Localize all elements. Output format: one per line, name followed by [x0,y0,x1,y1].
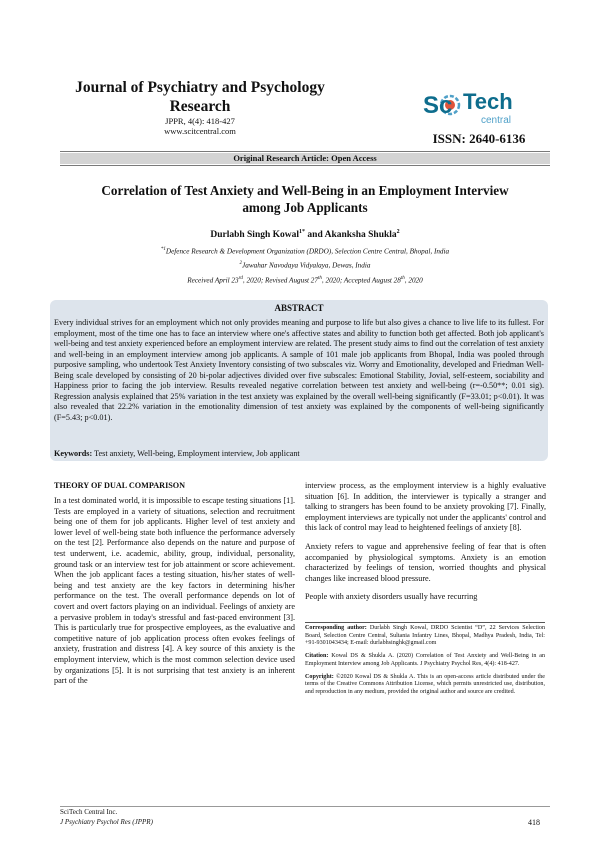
body-paragraph-3: Anxiety refers to vague and apprehensive feeling of fear that is often accompanied by physiological symptoms. Anxiety is an emotion characterized by feelings of tension, worried thoughts and physical changes like increased blood pressure. [305,541,546,583]
body-paragraph-1: In a test dominated world, it is impossible to escape testing situations [1]. Tests are employed in a variety of situations, selection and recruitment being one of them for job applicants. Higher level of test anxiety and lower level of well-being state both influence the performance adversely on the test [2]. Performance also depends on the nature and purpose of test underwent, i.e. academic, ability, group, individual, personality, ground task or an interview test for job attainment or score achievement. When the job applicant faces a testing situation, his/her states of well-being and test anxiety are the key factors in determining his/her performance on the test. The overall performance depends on lot of covert and overt factors playing on an individual. Feelings of anxiety are a pervasive problem in today's stressful and fast-paced environment [3]. This is particularly true for prospective employees, as the evaluative and competitive nature of job application process often evokes feelings of anxiety, frustration and distress [4]. A key source of this anxiety is the employment interview, which is the most common selection device used by organizations [5]. It is not surprising that test anxiety is an inherent part of the [54,496,295,686]
banner-rule-bottom [60,165,550,166]
affiliation-1: $^{*1}$Defence Research & Development Organization (DRDO), Selection Centre Central, Bhopal, India [160,247,450,256]
correspondence-block [305,622,545,702]
abstract-text: Every individual strives for an employment which not only provides meaning and purpose to life but also gives a chance to live life to its fullest. For employment, most of the time one has to face an interview where one's affective states and ability to function both get affected. Both job applicant's well-being and test anxiety experienced before an employment interview are related. The present study aims to find out the correlation of test anxiety and well-being in an employment interview among job applicants. A sample of 101 male job applicants from Bhopal, India was pooled through purposive sampling, who undertook Test Anxiety Inventory consisting of two subscales viz. Worry and Emotionality, developed and Friedman Well-Being scale developed by consisting of 20 bi-polar adjectives divided over five subscales: Emotional Stability, Jovial, self-esteem, sociability and Happiness prior to facing the job interview. Results revealed negative correlation between test anxiety and well-being (r=-0.50**; 0.01 sig). Regression analysis explained that 25% variation in the test anxiety was explained by the overall well-being significantly (F=33.01; p<0.01). It was also revealed that 22.2% variation in the emotionality dimension of test anxiety was explained by the components of well-being significantly (F=5.43; p<0.01). [54,318,544,422]
logo-text-central: central [481,115,512,126]
banner-rule-top [60,151,550,152]
citation-note: Citation: Kowal DS & Shukla A. (2020) Correlation of Test Anxiety and Well-Being in an Employment Interview among Job Applicants. J Psychiatry Psychol Res, 4(4): 418-427. [305,653,545,667]
affil2-sup: 2 [239,261,243,266]
affil1-sup: *1 [160,247,166,252]
left-column [54,481,295,687]
footer-publisher: SciTech Central Inc. [60,808,118,816]
body-paragraph-2: interview process, as the employment interview is a highly evaluative situation [6]. In addition, the interviewer is typically a stranger and talking to strangers has been found to be anxiety provoking [7]. Finally, employment interviews are typically not under the applicants' control and this lack of control may lead to heightened feelings of anxiety [8]. [305,481,546,533]
article-type-banner: Original Research Article: Open Access [60,153,550,164]
received-dates: Received April 23rd, 2020; Revised August 27th, 2020; Accepted August 28th, 2020 [187,276,423,285]
logo-text-tech: Tech [463,89,513,114]
author-1-sup: 1* [299,229,306,235]
journal-citation: JPPR, 4(4): 418-427 [165,116,235,126]
keywords-list: Test anxiety, Well-being, Employment interview, Job applicant [92,449,300,458]
abstract-heading: ABSTRACT [274,303,324,313]
author-and: and [305,230,325,241]
footer-journal: J Psychiatry Psychol Res (JPPR) [60,818,153,826]
logo-text-sc: Sc [423,92,453,119]
keywords [54,449,544,459]
journal-title: Journal of Psychiatry and Psychology Research [75,79,325,115]
body-paragraph-4: People with anxiety disorders usually have recurring [305,592,478,602]
right-column [305,481,546,603]
paper-title [60,182,550,216]
page-number: 418 [528,818,540,827]
affiliation-2: $^2$Jawahar Navodaya Vidyalaya, Dewas, India [239,261,371,270]
journal-website[interactable]: www.scitcentral.com [164,126,236,136]
copyright-note: Copyright: ©2020 Kowal DS & Shukla A. This is an open-access article distributed under the terms of the Creative Commons Attribution License, which permits unrestricted use, distribution, and reproduction in any medium, provided the original author and source are credited. [305,673,545,695]
corresponding-author: Corresponding author: Durlabh Singh Kowal, DRDO Scientist “D”, 22 Services Selection Board, Selection Centre Central, Sultania Infantry Lines, Bhopal, Madhya Pradesh, India, Tel: +91-9301043434; E-mail: durlabhsinghk@gmail.com [305,625,545,647]
author-2: Akanksha Shukla [324,230,397,241]
paper-title-line2: among Job Applicants [242,200,368,215]
author-2-sup: 2 [396,229,400,235]
author-list [60,226,550,241]
section-heading: THEORY OF DUAL COMPARISON [54,481,186,490]
author-1: Durlabh Singh Kowal [210,230,300,241]
scitech-logo [423,83,535,129]
footer-rule [60,806,550,807]
paper-title-line1: Correlation of Test Anxiety and Well-Being in an Employment Interview [101,183,509,198]
keywords-label: Keywords: [54,449,93,458]
issn: ISSN: 2640-6136 [432,131,526,146]
